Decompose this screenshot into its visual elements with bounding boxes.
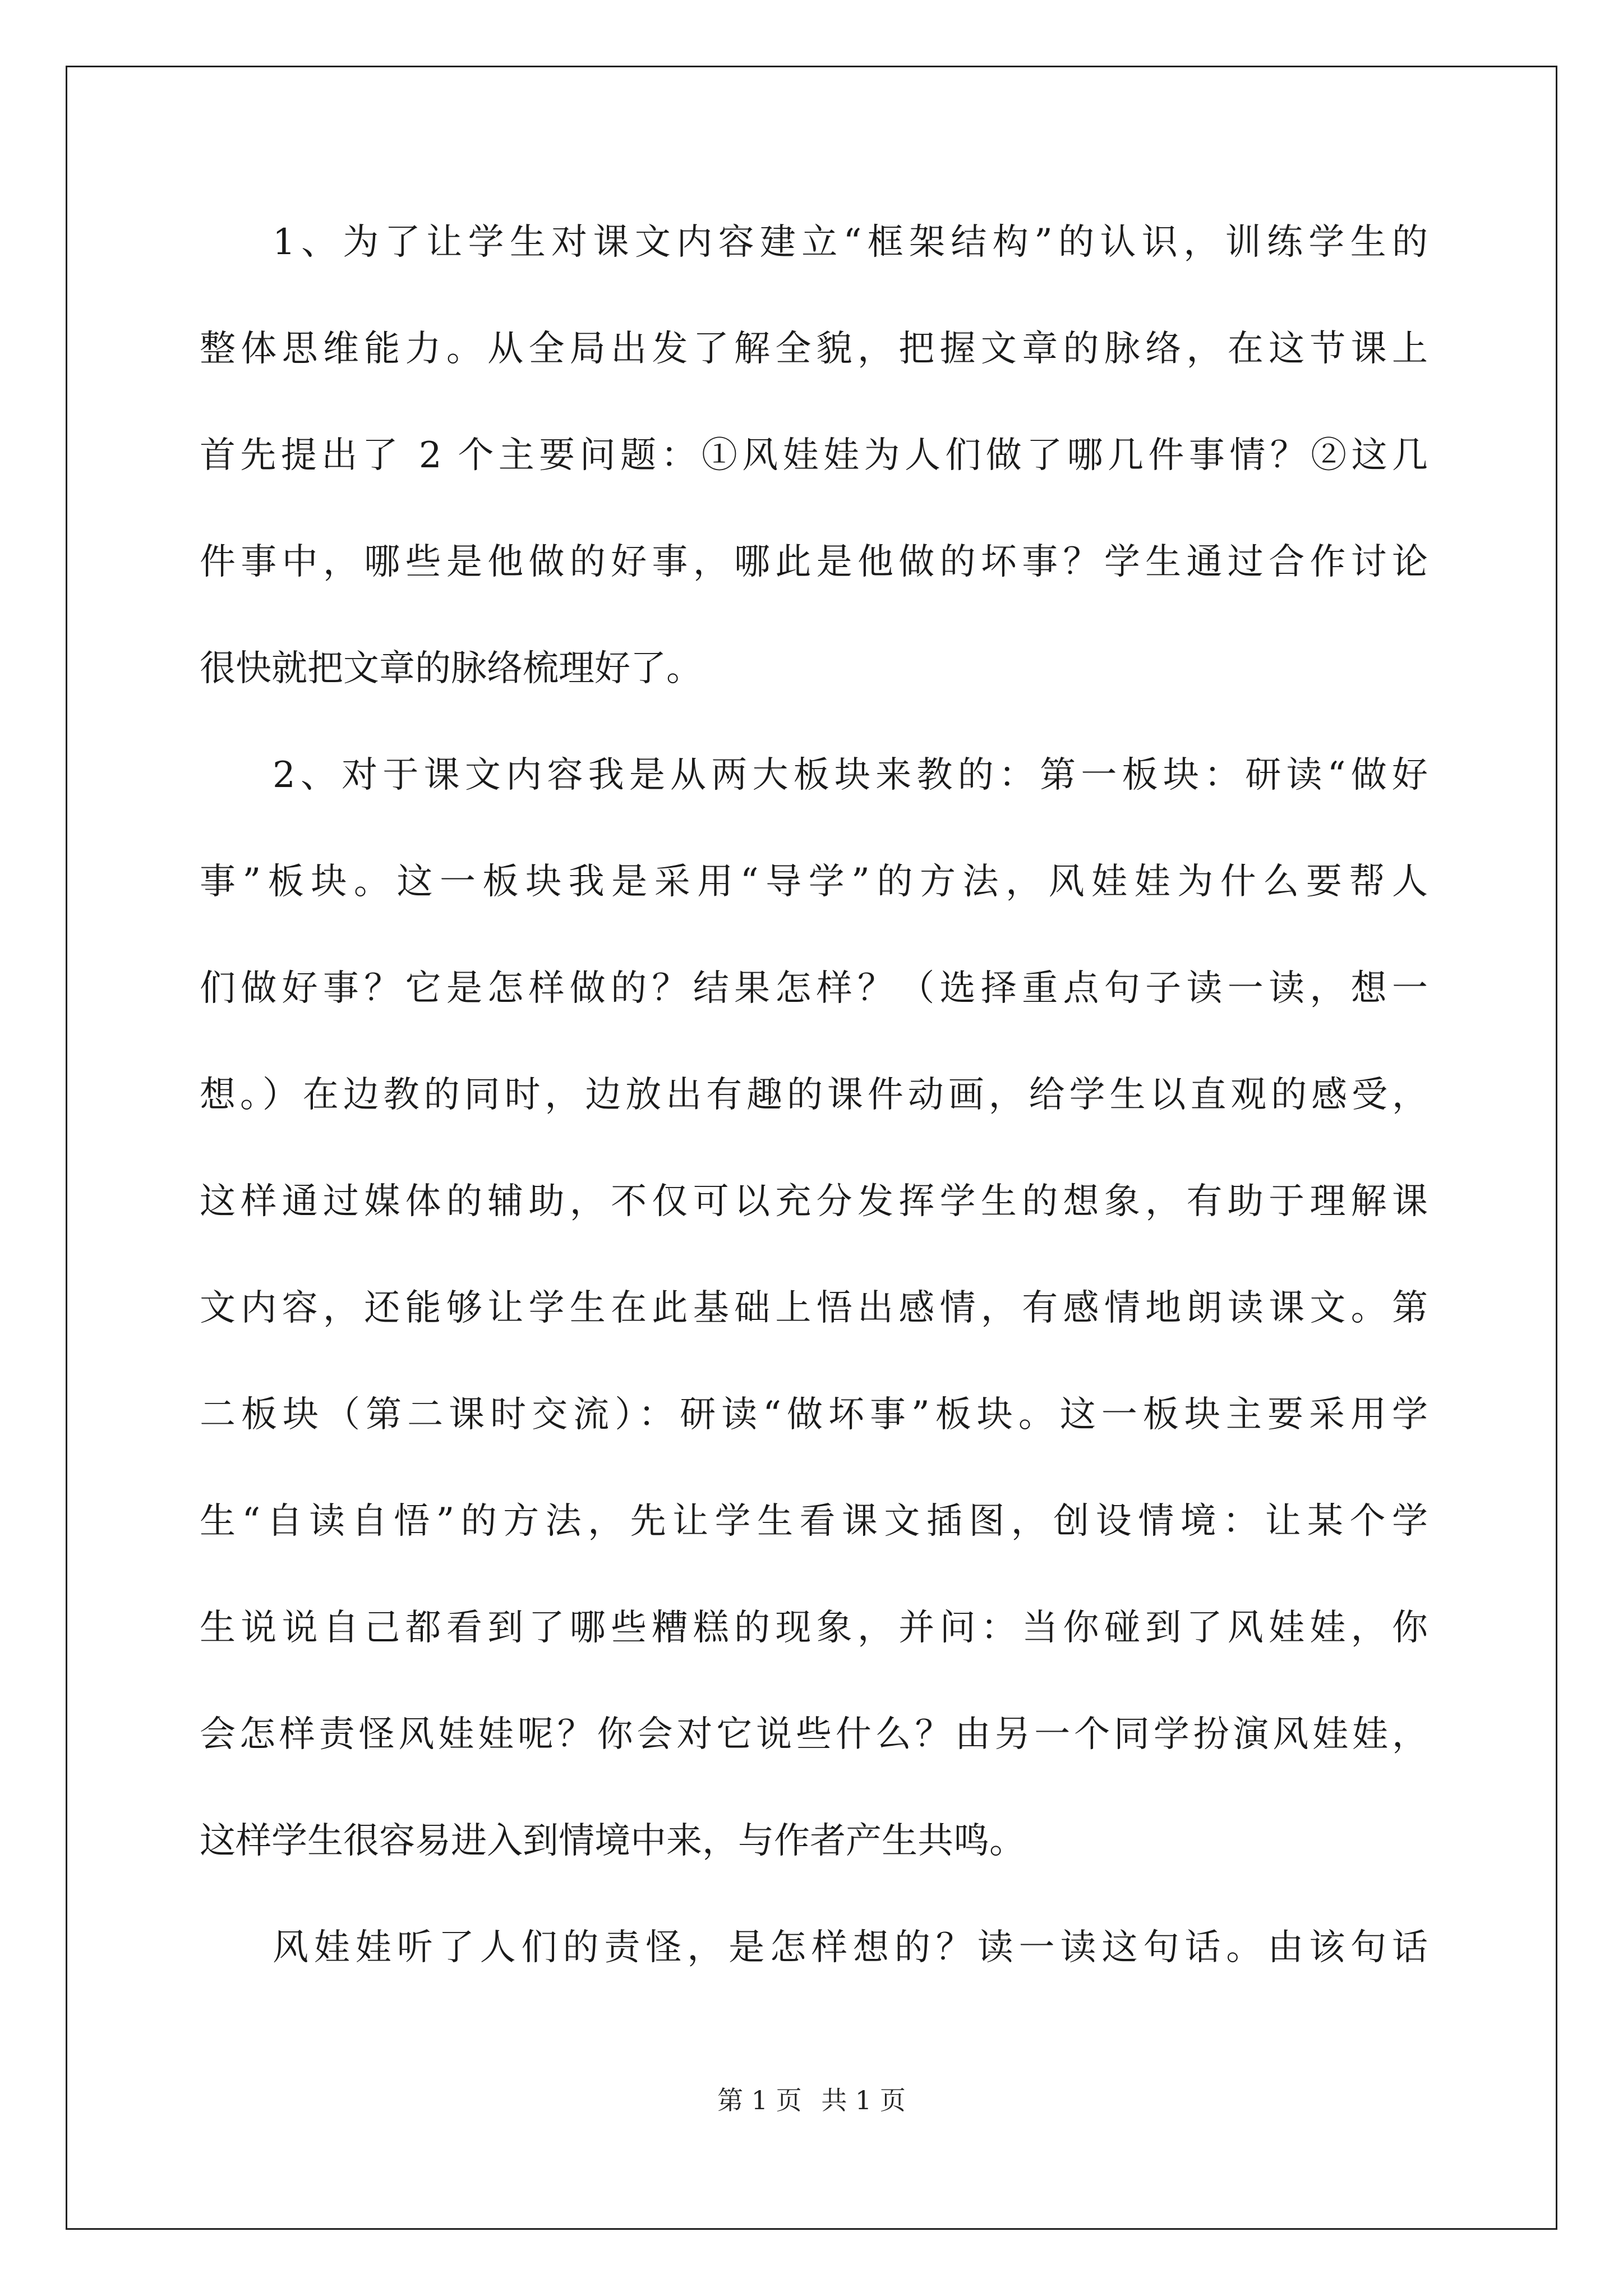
- text-line: [200, 422, 1428, 528]
- text-line-content: 们做好事？它是怎样做的？结果怎样？（选择重点句子读一读，想一: [200, 968, 1428, 1009]
- text-line-content: 想。）在边教的同时，边放出有趣的课件动画，给学生以直观的感受，: [200, 1074, 1428, 1116]
- text-line-content: 件事中，哪些是他做的好事，哪此是他做的坏事？学生通过合作讨论: [200, 541, 1428, 583]
- text-line: [200, 848, 1428, 955]
- text-line: [200, 315, 1428, 422]
- text-line-content: 事”板块。这一板块我是采用“导学”的方法，风娃娃为什么要帮人: [200, 861, 1428, 903]
- page-footer: [0, 2080, 1623, 2117]
- text-line: [200, 1168, 1428, 1274]
- text-line-content: 生“自读自悟”的方法，先让学生看课文插图，创设情境：让某个学: [200, 1501, 1428, 1542]
- text-line: [200, 1061, 1428, 1168]
- text-line-content: 二板块（第二课时交流）：研读“做坏事”板块。这一板块主要采用学: [200, 1394, 1428, 1435]
- text-line: [200, 955, 1428, 1061]
- text-line: [200, 1488, 1428, 1594]
- text-line-content: 文内容，还能够让学生在此基础上悟出感情，有感情地朗读课文。第: [200, 1287, 1428, 1329]
- text-line: [200, 1914, 1428, 2021]
- page-number: 第 1 页: [717, 2085, 802, 2115]
- text-line: [200, 528, 1428, 635]
- text-line: [200, 1274, 1428, 1381]
- text-line-content: 1、为了让学生对课文内容建立“框架结构”的认识，训练学生的: [273, 222, 1428, 263]
- text-line-content: 2、对于课文内容我是从两大板块来教的：第一板块：研读“做好: [273, 754, 1428, 796]
- text-line: [200, 209, 1428, 315]
- text-line-content: 整体思维能力。从全局出发了解全貌，把握文章的脉络，在这节课上: [200, 328, 1428, 370]
- text-line-content: 生说说自己都看到了哪些糟糕的现象，并问：当你碰到了风娃娃，你: [200, 1607, 1428, 1649]
- text-line: [200, 742, 1428, 848]
- text-line-content: 很快就把文章的脉络梳理好了。: [200, 648, 702, 689]
- text-line: [200, 1701, 1428, 1807]
- text-line: [200, 1807, 1428, 1914]
- document-body: [200, 209, 1428, 2021]
- text-line-content: 这样学生很容易进入到情境中来，与作者产生共鸣。: [200, 1820, 1025, 1862]
- text-line-content: 会怎样责怪风娃娃呢？你会对它说些什么？由另一个同学扮演风娃娃，: [200, 1714, 1428, 1755]
- text-line: [200, 635, 1428, 742]
- text-line: [200, 1594, 1428, 1701]
- text-line: [200, 1381, 1428, 1488]
- text-line-content: 这样通过媒体的辅助，不仅可以充分发挥学生的想象，有助于理解课: [200, 1181, 1428, 1222]
- page-total: 共 1 页: [821, 2085, 906, 2115]
- text-line-content: 风娃娃听了人们的责怪，是怎样想的？读一读这句话。由该句话: [273, 1927, 1428, 1968]
- text-line-content: 首先提出了 2 个主要问题：①风娃娃为人们做了哪几件事情？②这几: [200, 435, 1428, 476]
